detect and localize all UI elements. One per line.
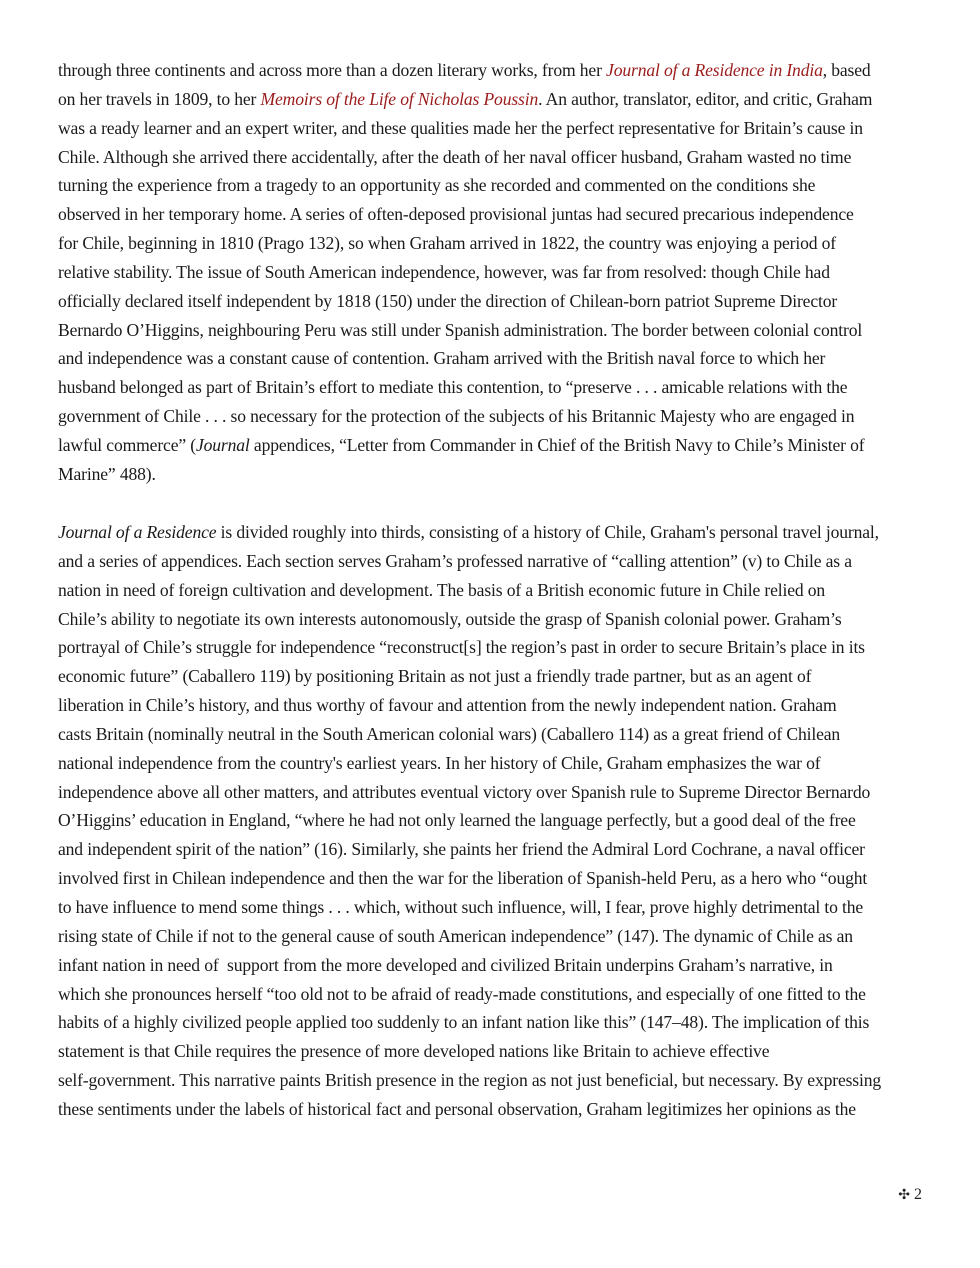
text-span: on her travels in 1809, to her: [58, 88, 261, 109]
text-span: and independence was a constant cause of contention. Graham arrived with the British naval force to which her: [58, 348, 826, 369]
text-span: casts Britain (nominally neutral in the South American colonial wars) (Caballero 114) as a great friend of Chilean: [58, 723, 841, 744]
text-line: [58, 576, 938, 605]
body-paragraph-1: [58, 56, 938, 489]
text-line: [58, 518, 938, 547]
text-line: [58, 547, 938, 576]
text-span: was a ready learner and an expert writer, and these qualities made her the perfect representative for Britain’s cause in: [58, 117, 863, 138]
text-span: for Chile, beginning in 1810 (Prago 132), so when Graham arrived in 1822, the country was enjoying a period of: [58, 233, 836, 254]
text-line: [58, 1066, 938, 1095]
text-span: officially declared itself independent by 1818 (150) under the direction of Chilean-born patriot Supreme Director: [58, 290, 838, 311]
text-line: [58, 200, 938, 229]
work-title: Memoirs of the Life of Nicholas Poussin: [260, 88, 539, 109]
text-line: [58, 258, 938, 287]
text-span: relative stability. The issue of South American independence, however, was far from resolved: though Chile had: [58, 261, 830, 282]
page-footer: [898, 1186, 922, 1204]
text-span: Marine” 488).: [58, 463, 156, 484]
text-span: involved first in Chilean independence and then the war for the liberation of Spanish-held Peru, as a hero who “ought: [58, 868, 868, 889]
text-span: turning the experience from a tragedy to an opportunity as she recorded and commented on the conditions she: [58, 175, 816, 196]
text-line: [58, 720, 938, 749]
text-line: [58, 980, 938, 1009]
text-span: husband belonged as part of Britain’s effort to mediate this contention, to “preserve . . . amicable relations with the: [58, 377, 848, 398]
text-line: [58, 835, 938, 864]
page-number: 2: [914, 1186, 922, 1203]
text-span: portrayal of Chile’s struggle for independence “reconstruct[s] the region’s past in order to secure Britain’s place in its: [58, 637, 865, 658]
text-line: [58, 691, 938, 720]
text-span: infant nation in need of support from the more developed and civilized Britain underpins Graham’s narrative, in: [58, 954, 833, 975]
text-line: [58, 56, 938, 85]
text-line: [58, 402, 938, 431]
text-span: is divided roughly into thirds, consisting of a history of Chile, Graham's personal travel journal,: [216, 522, 879, 542]
text-span: rising state of Chile if not to the general cause of south American independence” (147). The dynamic of Chile as an: [58, 925, 853, 946]
text-span: national independence from the country's earliest years. In her history of Chile, Graham emphasizes the war of: [58, 752, 821, 773]
text-line: [58, 431, 938, 460]
text-span: nation in need of foreign cultivation and development. The basis of a British economic future in Chile relied on: [58, 579, 826, 600]
text-line: [58, 893, 938, 922]
text-span: self-government. This narrative paints British presence in the region as not just beneficial, but necessary. By expressing: [58, 1070, 882, 1091]
text-span: habits of a highly civilized people applied too suddenly to an infant nation like this” (147–48). The implication of this: [58, 1012, 870, 1033]
text-span: and independent spirit of the nation” (16). Similarly, she paints her friend the Admiral Lord Cochrane, a naval officer: [58, 839, 865, 860]
text-span: lawful commerce” (: [58, 434, 196, 455]
text-line: [58, 114, 938, 143]
text-line: [58, 1095, 938, 1124]
text-span: appendices, “Letter from Commander in Chief of the British Navy to Chile’s Minister of: [249, 434, 865, 455]
text-span: Bernardo O’Higgins, neighbouring Peru was still under Spanish administration. The border between colonial control: [58, 319, 863, 340]
body-paragraph-2: [58, 518, 938, 1124]
work-title: Journal of a Residence in India: [606, 60, 823, 80]
ornament-icon: ✣: [898, 1188, 910, 1203]
text-line: [58, 1037, 938, 1066]
text-span: to have influence to mend some things . . . which, without such influence, will, I fear, prove highly detrimental to the: [58, 896, 864, 917]
text-span: statement is that Chile requires the presence of more developed nations like Britain to achieve effective: [58, 1041, 770, 1062]
text-line: [58, 864, 938, 893]
text-line: [58, 662, 938, 691]
text-line: [58, 1008, 938, 1037]
text-line: [58, 806, 938, 835]
text-line: [58, 229, 938, 258]
text-line: [58, 605, 938, 634]
text-span: O’Higgins’ education in England, “where he had not only learned the language perfectly, but a good deal of the free: [58, 810, 856, 831]
text-span: observed in her temporary home. A series of often-deposed provisional juntas had secured precarious independence: [58, 204, 854, 225]
text-line: [58, 951, 938, 980]
text-span: government of Chile . . . so necessary for the protection of the subjects of his Britannic Majesty who are engaged in: [58, 406, 855, 427]
text-span: liberation in Chile’s history, and thus worthy of favour and attention from the newly independent nation. Graham: [58, 695, 837, 716]
text-span: independence above all other matters, and attributes eventual victory over Spanish rule to Supreme Director Bernardo: [58, 781, 871, 802]
text-line: [58, 171, 938, 200]
text-line: [58, 749, 938, 778]
text-line: [58, 373, 938, 402]
italic-title: Journal: [195, 434, 250, 455]
text-span: these sentiments under the labels of historical fact and personal observation, Graham legitimizes her opinions as the: [58, 1098, 856, 1119]
text-line: [58, 778, 938, 807]
text-span: through three continents and across more than a dozen literary works, from her: [58, 60, 607, 80]
text-span: and a series of appendices. Each section serves Graham’s professed narrative of “calling attention” (v) to Chile as a: [58, 550, 852, 571]
text-line: [58, 316, 938, 345]
text-line: [58, 344, 938, 373]
text-line: [58, 633, 938, 662]
text-span: Chile. Although she arrived there accidentally, after the death of her naval officer husband, Graham wasted no time: [58, 146, 852, 167]
text-line: [58, 143, 938, 172]
text-span: , based: [822, 60, 871, 80]
text-span: . An author, translator, editor, and critic, Graham: [538, 88, 873, 109]
text-line: [58, 922, 938, 951]
text-line: [58, 85, 938, 114]
text-span: economic future” (Caballero 119) by positioning Britain as not just a friendly trade partner, but as an agent of: [58, 666, 812, 687]
text-span: which she pronounces herself “too old not to be afraid of ready-made constitutions, and especially of one fitted to the: [58, 983, 866, 1004]
text-line: [58, 460, 938, 489]
italic-title: Journal of a Residence: [58, 522, 217, 542]
text-line: [58, 287, 938, 316]
text-span: Chile’s ability to negotiate its own interests autonomously, outside the grasp of Spanish colonial power. Graham’s: [58, 608, 842, 629]
